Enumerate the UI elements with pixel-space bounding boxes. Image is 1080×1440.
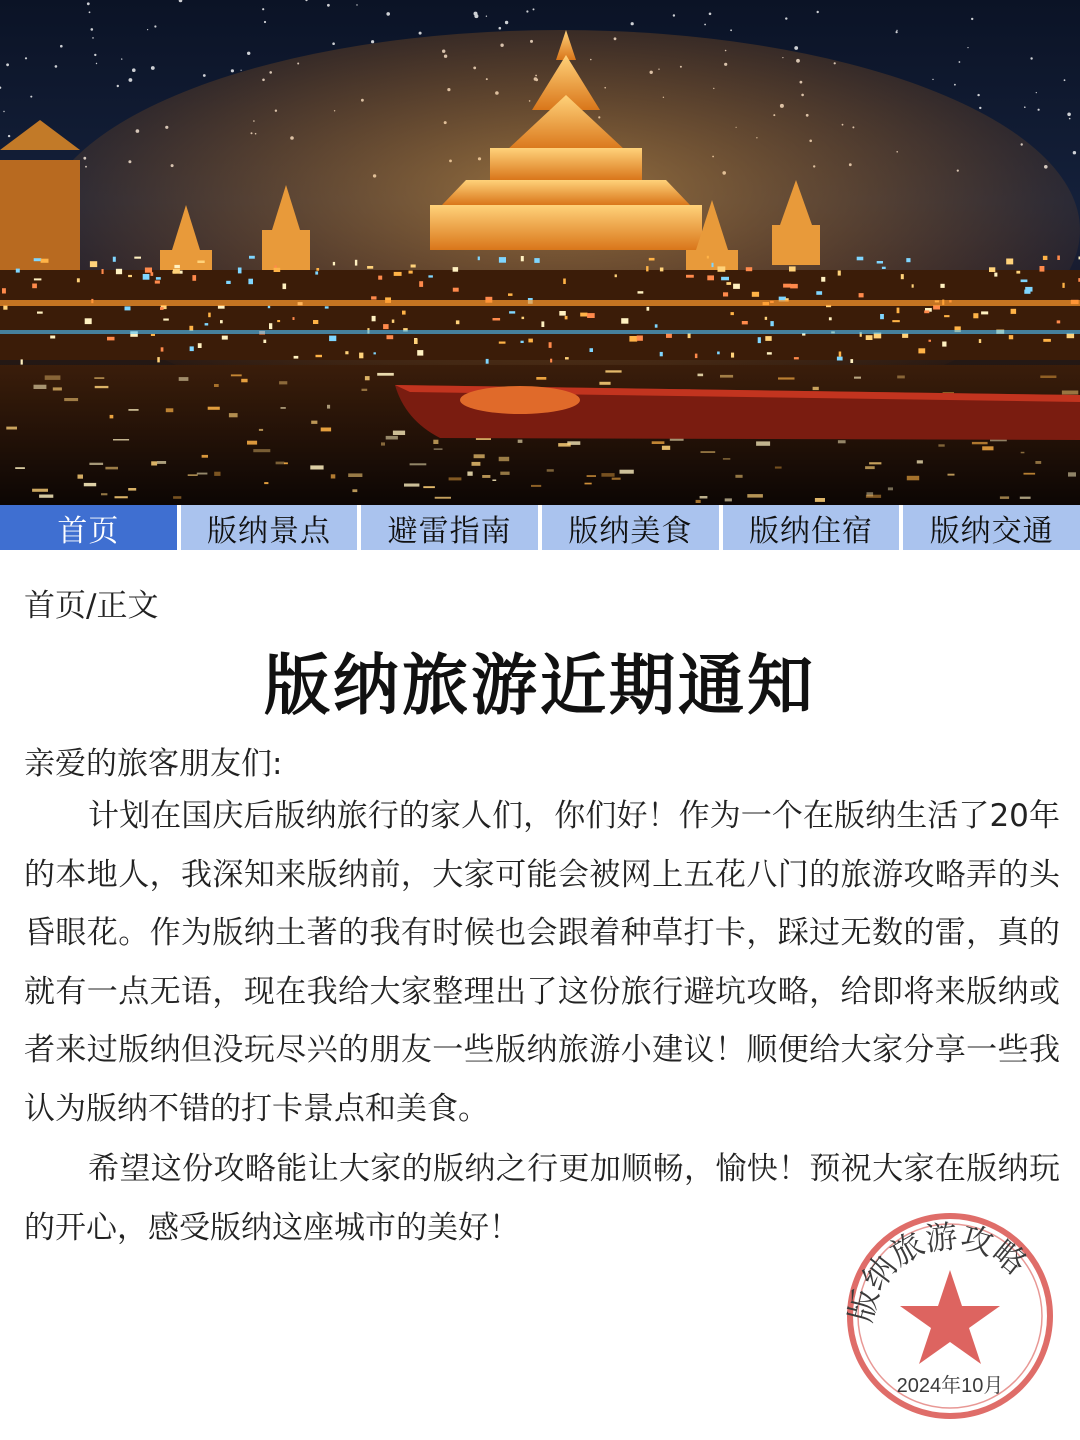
night-temple-illustration — [0, 0, 1080, 505]
nav-item-pitfall-guide[interactable]: 避雷指南 — [361, 505, 542, 550]
star-icon — [900, 1270, 1000, 1364]
main-nav — [0, 505, 1080, 550]
article-paragraph-2: 希望这份攻略能让大家的版纳之行更加顺畅，愉快！预祝大家在版纳玩的开心，感受版纳这座城市的美好！ — [24, 1151, 1060, 1246]
nav-item-transport[interactable]: 版纳交通 — [903, 505, 1080, 550]
article-paragraph-1: 计划在国庆后版纳旅行的家人们，你们好！作为一个在版纳生活了20年的本地人，我深知来版纳前，大家可能会被网上五花八门的旅游攻略弄的头昏眼花。作为版纳土著的我有时候也会跟着种草打卡，踩过无数的雷，真的就有一点无语，现在我给大家整理出了这份旅行避坑攻略，给即将来版纳或者来过版纳但没玩尽兴的朋友一些版纳旅游小建议！顺便给大家分享一些我认为版纳不错的打卡景点和美食。 — [24, 798, 1060, 1127]
page-title: 版纳旅游近期通知 — [264, 647, 816, 724]
nav-item-home[interactable]: 首页 — [0, 505, 181, 550]
seal-date: 2024年10月 — [896, 1375, 1004, 1397]
official-seal-stamp — [842, 1208, 1058, 1424]
seal-graphic — [842, 1208, 1058, 1424]
nav-item-attractions[interactable]: 版纳景点 — [181, 505, 362, 550]
nav-item-food[interactable]: 版纳美食 — [542, 505, 723, 550]
seal-arc-text: 版纳旅游攻略 — [842, 1217, 1034, 1326]
breadcrumb[interactable]: 首页/正文 — [24, 588, 159, 624]
hero-image — [0, 0, 1080, 505]
article-greeting: 亲爱的旅客朋友们: — [24, 746, 283, 782]
nav-item-lodging[interactable]: 版纳住宿 — [723, 505, 904, 550]
